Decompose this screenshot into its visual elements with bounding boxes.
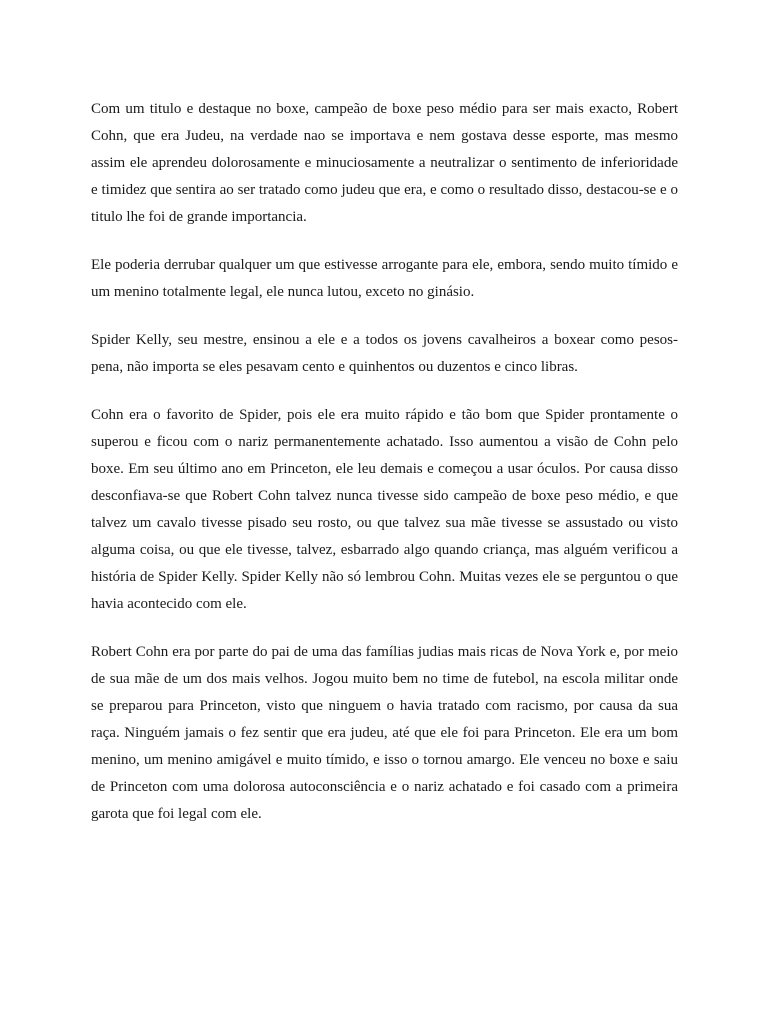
paragraph-4: Cohn era o favorito de Spider, pois ele era muito rápido e tão bom que Spider prontamente o superou e ficou com o nariz permanentemente achatado. Isso aumentou a visão de Cohn pelo boxe. Em seu último ano em Princeton, ele leu demais e começou a usar óculos. Por causa disso desconfiava-se que Robert Cohn talvez nunca tivesse sido campeão de boxe peso médio, e que talvez um cavalo tivesse pisado seu rosto, ou que talvez sua mãe tivesse se assustado ou visto alguma coisa, ou que ele tivesse, talvez, esbarrado algo quando criança, mas alguém verificou a história de Spider Kelly. Spider Kelly não só lembrou Cohn. Muitas vezes ele se perguntou o que havia acontecido com ele. xyxy=(91,407,678,612)
paragraph-3: Spider Kelly, seu mestre, ensinou a ele e a todos os jovens cavalheiros a boxear como pesos-pena, não importa se eles pesavam cento e quinhentos ou duzentos e cinco libras. xyxy=(91,332,678,375)
document-body xyxy=(91,96,678,849)
paragraph-5: Robert Cohn era por parte do pai de uma das famílias judias mais ricas de Nova York e, por meio de sua mãe de um dos mais velhos. Jogou muito bem no time de futebol, na escola militar onde se preparou para Princeton, visto que ninguem o havia tratado com racismo, por causa da sua raça. Ninguém jamais o fez sentir que era judeu, até que ele foi para Princeton. Ele era um bom menino, um menino amigável e muito tímido, e isso o tornou amargo. Ele venceu no boxe e saiu de Princeton com uma dolorosa autoconsciência e o nariz achatado e foi casado com a primeira garota que foi legal com ele. xyxy=(91,644,678,822)
paragraph-2: Ele poderia derrubar qualquer um que estivesse arrogante para ele, embora, sendo muito tímido e um menino totalmente legal, ele nunca lutou, exceto no ginásio. xyxy=(91,257,678,300)
paragraph-1: Com um titulo e destaque no boxe, campeão de boxe peso médio para ser mais exacto, Robert Cohn, que era Judeu, na verdade nao se importava e nem gostava desse esporte, mas mesmo assim ele aprendeu dolorosamente e minuciosamente a neutralizar o sentimento de inferioridade e timidez que sentira ao ser tratado como judeu que era, e como o resultado disso, destacou-se e o titulo lhe foi de grande importancia. xyxy=(91,101,678,225)
